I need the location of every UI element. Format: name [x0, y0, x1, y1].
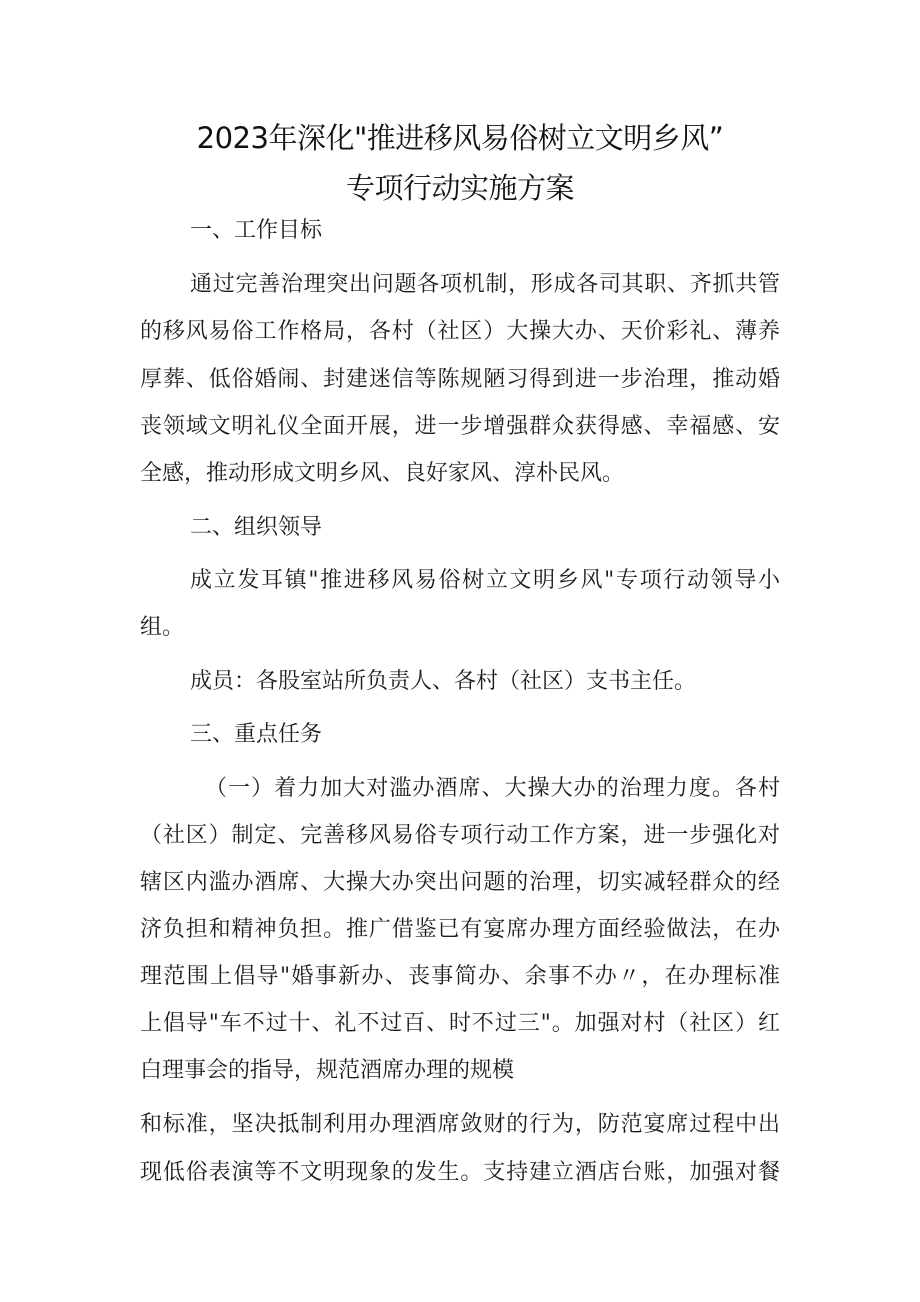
- paragraph-line: （一）着力加大对滥办酒席、大操大办的治理力度。各村: [205, 776, 780, 801]
- paragraph-line: 和标准，坚决抵制利用办理酒席敛财的行为，防范宴席过程中出: [140, 1112, 780, 1137]
- document-title-line-2: 专项行动实施方案: [345, 171, 574, 205]
- paragraph-line: 成立发耳镇"推进移风易俗树立文明乡风"专项行动领导小: [190, 568, 780, 593]
- paragraph-line: 上倡导"车不过十、礼不过百、时不过三"。加强对村（社区）红: [140, 1011, 780, 1036]
- paragraph-line: 现低俗表演等不文明现象的发生。支持建立酒店台账，加强对餐: [140, 1160, 780, 1185]
- paragraph-line: 济负担和精神负担。推广借鉴已有宴席办理方面经验做法，在办: [140, 917, 780, 942]
- paragraph-line: 通过完善治理突出问题各项机制，形成各司其职、齐抓共管: [190, 272, 780, 297]
- paragraph-line: 白理事会的指导，规范酒席办理的规模: [140, 1058, 515, 1083]
- paragraph-line: 辖区内滥办酒席、大操大办突出问题的治理，切实减轻群众的经: [140, 870, 780, 895]
- paragraph-line: 理范围上倡导"婚事新办、丧事简办、余事不办〃，在办理标准: [140, 964, 780, 989]
- document-title-line-1: 2023年深化"推进移风易俗树立文明乡风”: [196, 121, 724, 155]
- section-heading-organization: 二、组织领导: [190, 515, 323, 540]
- section-heading-goals: 一、工作目标: [190, 218, 323, 243]
- members-line: 成员：各股室站所负责人、各村（社区）支书主任。: [190, 669, 697, 694]
- paragraph-line: 丧领域文明礼仪全面开展，进一步增强群众获得感、幸福感、安: [140, 414, 780, 439]
- section-heading-key-tasks: 三、重点任务: [190, 722, 323, 747]
- paragraph-line: 厚葬、低俗婚闹、封建迷信等陈规陋习得到进一步治理，推动婚: [140, 367, 780, 392]
- paragraph-line: 组。: [140, 615, 185, 640]
- paragraph-line: 的移风易俗工作格局，各村（社区）大操大办、天价彩礼、薄养: [140, 319, 780, 344]
- paragraph-line: （社区）制定、完善移风易俗专项行动工作方案，进一步强化对: [140, 823, 780, 848]
- paragraph-line: 全感，推动形成文明乡风、良好家风、淳朴民风。: [140, 461, 625, 486]
